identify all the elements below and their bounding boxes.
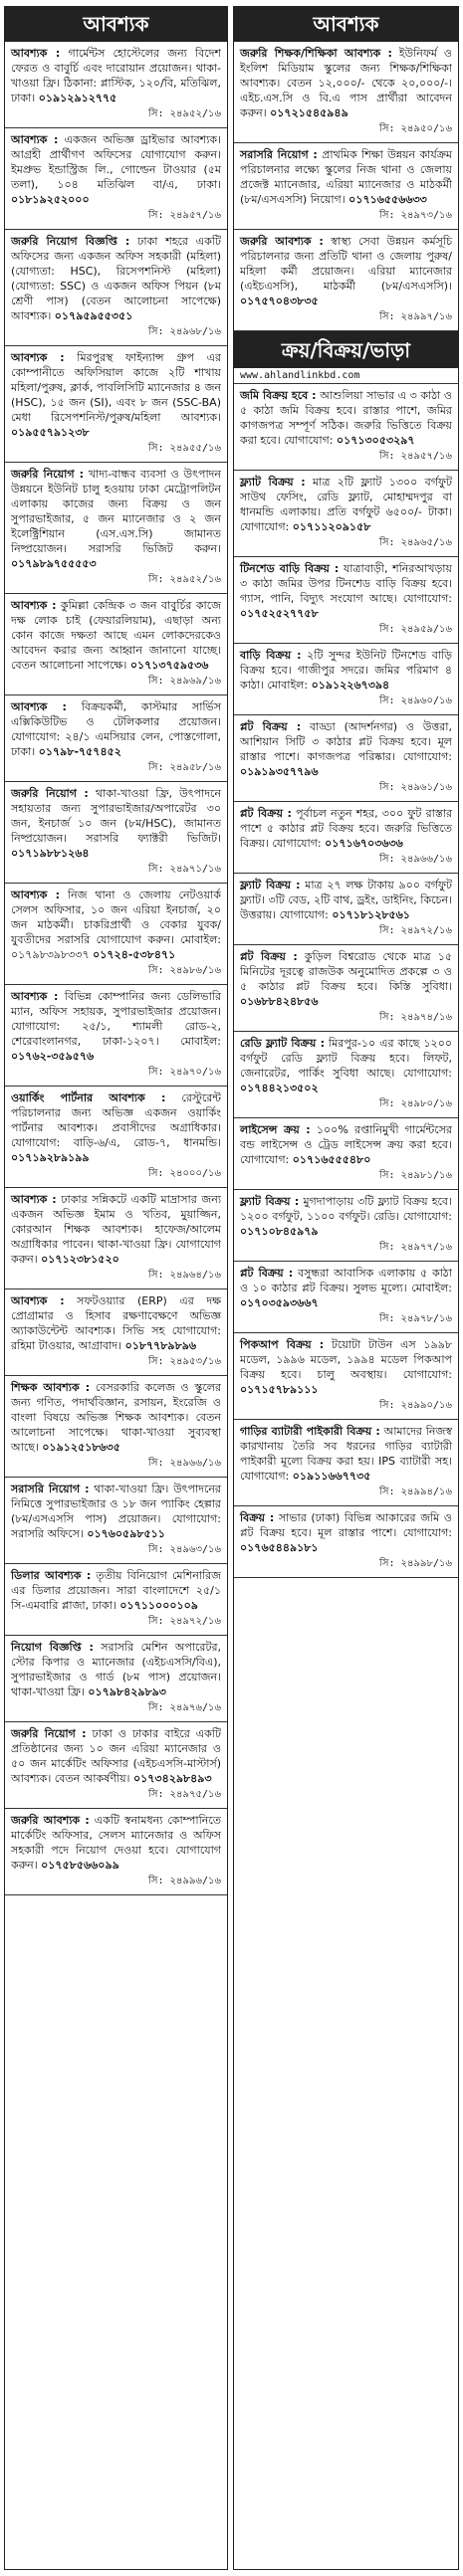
ad-phone[interactable]: ০১৮১৯২৫২০০০ bbox=[11, 193, 90, 206]
ad-phone[interactable]: ০১৯১৯৩৫৭৭৯৬ bbox=[240, 765, 319, 778]
ad-code: সি: ২৪৯৯৮/১৬ bbox=[379, 1558, 452, 1569]
ad-lead: বাড়ি বিক্রয় : bbox=[240, 649, 302, 662]
classified-ad bbox=[5, 1564, 227, 1636]
section-header-buy-sell-rent: ক্রয়/বিক্রয়/ভাড়া bbox=[234, 333, 458, 368]
ad-code: সি: ২৪৯৭১/১৬ bbox=[148, 864, 221, 875]
ad-body: বেসরকারি কলেজ ও স্কুলের জন্য গণিত, পদার্থবিজ্ঞান, রসায়ন, ইংরেজি ও বাংলা বিষয়ে অভিজ্ঞ শিক্ষক আবশ্যক। বেতন আলোচনা সাপেক্ষে। থাকা-খাওয়া সুব্যবস্থা আছে। bbox=[11, 1381, 221, 1454]
ad-body: থাকা-খাওয়া ফ্রি, উৎপাদনে সহায়তার জন্য সুপারভাইজার/অপারেটর ৩০ জন, ইনচার্জ ১০ জন (৮ম/HSC), জামানত নিষ্প্রয়োজন। সরাসরি ফ্যাক্টরী ভিজিট। bbox=[11, 787, 221, 845]
ad-lead: রেডি ফ্ল্যাট বিক্রয় : bbox=[240, 1037, 326, 1050]
ad-phone[interactable]: ০১৭৫২৫২৭৭৫৮ bbox=[240, 607, 319, 620]
ad-body: মিরপুরস্থ ফাইন্যান্স গ্রুপ এর কোম্পানীতে অফিসিয়াল কাজে ২টি শাখায় মহিলা/পুরুষ, ক্লার্ক, পাবলিসিটি ম্যানেজার ৪ জন (HSC), ১৫ জন (SI), এবং ৮ জন (SSC-BA) মেধা রিসেপশনিস্ট/পুরুষ/মহিলা আবশ্যক। bbox=[11, 351, 222, 424]
classified-ad bbox=[5, 695, 227, 782]
ad-body: রেস্টুরেন্ট পরিচালনার জন্য অভিজ্ঞ একজন ওয়ার্কিং পার্টনার আবশ্যক। প্রবাসীদের অগ্রাধিকার। যোগাযোগ: বাড়ি-৬/এ, রোড-৭, ধানমন্ডি। bbox=[11, 1091, 222, 1149]
classified-ad bbox=[5, 1376, 227, 1478]
ad-code: সি: ২৪৯৭৫/১৬ bbox=[148, 1789, 221, 1800]
ad-phone[interactable]: ০১৭১৯২৮৯১৯৯ bbox=[11, 1151, 90, 1164]
ad-lead: জরুরি নিয়োগ : bbox=[11, 1727, 87, 1740]
ad-body: মাত্র ২৭ লক্ষ টাকায় ৯০০ বর্গফুট ফ্ল্যাট। ৩টি বেড, ২টি বাথ, ড্রইং, ডাইনিং, কিচেন। উত্তরায়। যোগাযোগ: bbox=[240, 879, 452, 921]
ad-body: তৃতীয় বিনিয়োগ মেশিনারিজ এর ডিলার প্রয়োজন। সারা বাংলাদেশে ২৫/১ সি-এমবারি প্লাজা, ঢাকা। bbox=[11, 1569, 221, 1612]
right-bottom-ads-list bbox=[234, 384, 458, 1578]
ad-body: খাদ্য-বান্ধব ব্যবসা ও উৎপাদন উন্নয়নে ইউনিট চালু হওয়ায় ঢাকা মেট্রোপলিটন এলাকায় কাজের জন্য বিক্রয় ও জন সুপারভাইজার, ৫ জন ম্যানেজার ও ২ জন ইলেক্ট্রিশিয়ান (এস.এস.সি) জামানত নিষ্প্রয়োজন। সরাসরি ভিজিট করুন। bbox=[11, 468, 221, 555]
classified-ad bbox=[5, 1809, 227, 1895]
ad-lead: জরুরি আবশ্যক : bbox=[11, 1814, 90, 1827]
ad-code: সি: ২৪০০০/১৬ bbox=[147, 1168, 221, 1179]
ad-lead: আবশ্যক : bbox=[11, 599, 57, 612]
classified-ad bbox=[234, 42, 458, 143]
classified-ad bbox=[234, 143, 458, 230]
classified-ad bbox=[234, 471, 458, 557]
ad-body: বাড্ডা (আদর্শনগর) ও উত্তরা, আশিয়ান সিটি ৩ কাঠার প্লট বিক্রয় হবে। মূল রাস্তার পাশে। কাগজপত্র পরিষ্কার। যোগাযোগ: bbox=[240, 720, 452, 763]
ad-lead: জমি বিক্রয় হবে : bbox=[240, 389, 317, 402]
ad-body: স্বাস্থ্য সেবা উন্নয়ন কর্মসূচি পরিচালনার জন্য প্রতিটি থানা ও জেলায় পুরুষ/মহিলা কর্মী প্রয়োজন। এরিয়া ম্যানেজার (এইচএসসি), মাঠকর্মী (৮ম/এসএসসি)। bbox=[240, 235, 453, 293]
ad-body: বিভিন্ন কোম্পানির জন্য ডেলিভারি ম্যান, অফিস সহায়ক, সুপারভাইজার প্রয়োজন। যোগাযোগ: ২৫/১, শ্যামলী রোড-২, শেরেবাংলানগর, ঢাকা-১২০৭। মোবাইল: bbox=[11, 990, 222, 1048]
ad-phone[interactable]: ০১৭৯৮-৭৫৭৪৫২ bbox=[38, 745, 121, 758]
ad-body: মাত্র ২টি ফ্ল্যাট ১৩০০ বর্গফুট সাউথ ফেসিং, রেডি ফ্ল্যাট, মোহাম্মদপুর বা ধানমন্ডি এলাকায়। প্রতি বর্গফুট ৬৫০০/- টাকা। যোগাযোগ: bbox=[240, 476, 452, 533]
ad-lead: আবশ্যক : bbox=[11, 1193, 57, 1206]
ad-lead: সরাসরি নিয়োগ : bbox=[11, 1483, 90, 1495]
classified-ad bbox=[234, 1420, 458, 1506]
ad-body: ঢাকা শহরে একটি অফিসের জন্য একজন অফিস সহকারী (মহিলা) (যোগ্যতা: HSC), রিসেপশনিস্ট (মহিলা) (যোগ্যতা: SSC) ও একজন অফিস পিয়ন (৮ম শ্রেণী পাস) (বেতন আলোচনা সাপেক্ষে) আবশ্যক। bbox=[11, 235, 221, 322]
ad-lead: জরুরি নিয়োগ বিজ্ঞপ্তি : bbox=[11, 235, 130, 248]
ad-body: মিরপুর-১০ এর কাছে ১২০০ বর্গফুট রেডি ফ্ল্যাট বিক্রয় হবে। লিফট, জেনারেটর, পার্কিং সুবিধা আছে। যোগাযোগ: bbox=[240, 1037, 453, 1080]
ad-phone[interactable]: ০১৭৯৮৪২৯৮৯৩ bbox=[88, 1685, 166, 1698]
ad-code: সি: ২৪৯৬৬/১৬ bbox=[378, 854, 452, 865]
classified-ad bbox=[234, 230, 458, 331]
ad-code: সি: ২৪৯৫২/১৬ bbox=[148, 108, 221, 119]
ad-phone[interactable]: ০১৯৫৫৭৯১২৩৮ bbox=[11, 426, 90, 439]
ad-lead: পিকআপ বিক্রয় : bbox=[240, 1338, 325, 1351]
left-column bbox=[4, 6, 228, 2570]
ad-lead: শিক্ষক আবশ্যক : bbox=[11, 1381, 91, 1394]
ad-code: সি: ২৪৯৭৮/১৬ bbox=[379, 1313, 452, 1324]
ad-code: সি: ২৪৯৮১/১৬ bbox=[379, 1170, 452, 1181]
ad-body: একটি স্বনামধন্য কোম্পানিতে মার্কেটিং অফিসার, সেলস ম্যানেজার ও অফিস সহকারী পদে নিয়োগ দেওয়া হবে। যোগাযোগ করুন। bbox=[11, 1814, 221, 1872]
ad-phone[interactable]: ০১৭১৯৮৮১২৬৪ bbox=[11, 847, 90, 860]
ad-lead: আবশ্যক : bbox=[11, 700, 67, 713]
ad-code: সি: ২৪৯৫২/১৬ bbox=[148, 574, 221, 585]
ad-lead: প্লট বিক্রয় : bbox=[240, 950, 298, 963]
ad-lead: জরুরি শিক্ষক/শিক্ষিকা আবশ্যক : bbox=[240, 47, 392, 60]
ad-lead: আবশ্যক : bbox=[11, 990, 59, 1003]
ad-code: সি: ২৪৯৭২/১৬ bbox=[378, 925, 452, 936]
ad-lead: প্লট বিক্রয় : bbox=[240, 1267, 294, 1280]
ad-phone[interactable]: ০১৯১২৫১৮৬৩৫ bbox=[42, 1441, 120, 1454]
ad-lead: জরুরি নিয়োগ : bbox=[11, 787, 89, 800]
classified-ad bbox=[234, 874, 458, 945]
ad-code: সি: ২৪৯৫০/১৬ bbox=[379, 123, 452, 134]
ad-body: কুমিল্লা কেন্দ্রিক ৩ জন বাবুর্চির কাজে দক্ষ লোক চাই (ফেয়ারলিয়াম), এছাড়া অন্য কোন কাজে দক্ষতা আছে এমন লোকদেরকেও আবেদন করার জন্য আহ্বান জানানো যাচ্ছে। বেতন আলোচনা সাপেক্ষে। bbox=[11, 599, 222, 672]
ad-code: সি: ২৪৯৬১/১৬ bbox=[379, 782, 452, 793]
ad-code: সি: ২৪৯৬৩/১৬ bbox=[147, 1544, 221, 1555]
classified-ad bbox=[5, 1722, 227, 1809]
ad-phone[interactable]: ০১৭১৩০৫৩২৯৭ bbox=[336, 434, 415, 447]
ad-phone[interactable]: ০১৭২১৫৪৫৯৪৯ bbox=[270, 106, 348, 119]
ad-phone[interactable]: ০১৭৯৫৯৫৫৩৫১ bbox=[54, 309, 133, 322]
classified-ad bbox=[234, 384, 458, 471]
ad-code: সি: ২৪৯৬৮/১৬ bbox=[148, 326, 221, 337]
ad-phone[interactable]: ০১৯১১৬৬৭৭৩৫ bbox=[292, 1470, 371, 1483]
ad-lead: আবশ্যক : bbox=[11, 133, 59, 146]
ad-code: সি: ২৪৯৭০/১৬ bbox=[147, 1067, 221, 1078]
ad-phone[interactable]: ০১৭২৪-৫৩৮৪৭১ bbox=[93, 948, 176, 961]
ad-code: সি: ২৪৯৮০/১৬ bbox=[379, 1098, 452, 1109]
classified-ad bbox=[5, 782, 227, 884]
website-line[interactable]: www.ahlandlinkbd.com bbox=[234, 368, 458, 384]
ad-body: যাত্রাবাড়ী, শনিরআখড়ায় ৩ কাঠা জমির উপর টিনশেড বাড়ি বিক্রয় হবে। গ্যাস, পানি, বিদ্যুৎ সংযোগ আছে। যোগাযোগ: bbox=[240, 562, 452, 605]
ad-lead: বিক্রয় : bbox=[240, 1511, 275, 1524]
ad-lead: প্লট বিক্রয় : bbox=[240, 807, 292, 820]
classified-ad bbox=[234, 945, 458, 1032]
ad-code: সি: ২৪৯৭৩/১৬ bbox=[378, 210, 452, 221]
ad-phone[interactable]: ০১৭১৬৫৫৬৬৩৩ bbox=[348, 193, 427, 206]
ad-phone[interactable]: ০১৭১২৩৮১৫২০ bbox=[41, 1253, 119, 1266]
classified-ad bbox=[5, 985, 227, 1087]
ad-phone[interactable]: ০১৯১২৯১২৭৭৫ bbox=[38, 92, 117, 104]
ad-code: সি: ২৪৯৫৩/১৬ bbox=[148, 1356, 221, 1367]
ad-phone[interactable]: ০১৭৩৪২৯৮৪৯৩ bbox=[132, 1772, 212, 1785]
ad-phone[interactable]: ০১৭৪৪২১৩৫০২ bbox=[240, 1082, 319, 1094]
ad-code: সি: ২৪৯৫৫/১৬ bbox=[148, 443, 221, 454]
ad-phone[interactable]: ০১৭০৩৫৯৩৬৬৭ bbox=[240, 1296, 319, 1309]
ad-code: সি: ২৪৯৬৯/১৬ bbox=[148, 676, 221, 687]
ad-code: সি: ২৪৯৬৬/১৬ bbox=[147, 1458, 221, 1469]
classified-ad bbox=[5, 1478, 227, 1564]
ad-body: সরাসরি মেশিন অপারেটর, স্টোর কিপার ও ম্যানেজার (এইচএসসি/বিএ), সুপারভাইজার ও গার্ড (৮ম পাস) প্রয়োজন। থাকা-খাওয়া ফ্রি। bbox=[11, 1641, 222, 1698]
ad-code: সি: ২৪৯৫৭/১৬ bbox=[148, 210, 221, 221]
ad-lead: ফ্ল্যাট বিক্রয় : bbox=[240, 1195, 300, 1208]
ad-code: সি: ২৪৯৬৪/১৬ bbox=[148, 1270, 221, 1281]
ad-lead: ফ্ল্যাট বিক্রয় : bbox=[240, 879, 301, 892]
ad-code: সি: ২৪৯৫৮/১৬ bbox=[148, 762, 221, 773]
classified-ad bbox=[5, 1289, 227, 1376]
ad-phone[interactable]: ০১৭১৬৫৫৫৪৮০ bbox=[292, 1153, 371, 1166]
ad-body: প্রাথমিক শিক্ষা উন্নয়ন কার্যক্রম পরিচালনার লক্ষ্যে স্কুলের নিজ থানা ও জেলায় প্রজেক্ট ম্যানেজার, এরিয়া ম্যানেজার ও মাঠকর্মী (৮ম/এসএসসি) নিয়োগ। bbox=[240, 148, 452, 206]
ad-code: সি: ২৪৯৮৬/১৬ bbox=[148, 965, 221, 976]
classified-ad bbox=[5, 1636, 227, 1722]
ad-phone[interactable]: ০১৭১০৮৪৫৯৭৯ bbox=[240, 1225, 319, 1238]
ad-lead: আবশ্যক : bbox=[11, 47, 61, 60]
classified-ad bbox=[234, 1118, 458, 1190]
right-buy-sell-block bbox=[234, 331, 458, 1578]
classified-ad bbox=[5, 1188, 227, 1289]
ad-phone[interactable]: ০১৭১৮১২৮৫৬১ bbox=[332, 908, 410, 921]
ad-phone[interactable]: ০১৭১৬৭০৩৬৩৬ bbox=[325, 837, 403, 850]
ad-phone[interactable]: ০১৭৬৫৪৪৯১৮১ bbox=[240, 1541, 319, 1554]
ad-code: সি: ২৪৯৫৯/১৬ bbox=[379, 624, 452, 635]
ad-phone[interactable]: ০১৭৬২-৩৫৯৫৭৬ bbox=[11, 1050, 95, 1063]
ad-body: ঢাকা ও ঢাকার বাইরে একটি প্রতিষ্ঠানের জন্য ১০ জন এরিয়া ম্যানেজার ও ৫০ জন মার্কেটিং অফিসার (এইচএসসি-মাস্টার্স) আবশ্যক। বেতন আকর্ষণীয়। bbox=[11, 1727, 221, 1785]
classified-ad bbox=[5, 463, 227, 594]
ad-code: সি: ২৪৯৬০/১৬ bbox=[378, 695, 452, 706]
ad-body: মুগদাপাড়ায় ৩টি ফ্ল্যাট বিক্রয় হবে। ১২০০ বর্গফুট, ১১০০ বর্গফুট। রেডি। যোগাযোগ: bbox=[240, 1195, 452, 1223]
classified-ad bbox=[5, 128, 227, 230]
ad-code: সি: ২৪৯৭২/১৬ bbox=[147, 1616, 221, 1627]
ad-body: পূর্বাচল নতুন শহর, ৩০০ ফুট রাস্তার পাশে ৫ কাঠার প্লট বিক্রয় হবে। জরুরি ভিত্তিতে বিক্রয়। যোগাযোগ: bbox=[240, 807, 453, 850]
classified-ad bbox=[5, 42, 227, 128]
ad-lead: আবশ্যক : bbox=[11, 889, 61, 901]
ad-phone[interactable]: ০১৬৮৮৪২৪৮৫৬ bbox=[240, 995, 319, 1008]
ad-body: আশুলিয়া সাভার এ ৩ কাঠা ও ৫ কাঠা জমি বিক্রয় হবে। রাস্তার পাশে, জমির কাগজপত্র সম্পূর্ণ সঠিক। জরুরি ভিত্তিতে বিক্রয় করা হবে। যোগাযোগ: bbox=[240, 389, 452, 447]
classified-ad bbox=[5, 884, 227, 985]
ad-body: সাভার (ঢাকা) বিভিন্ন আকারের জমি ও প্লট বিক্রয় হবে। মূল রাস্তার পাশে। যোগাযোগ: bbox=[240, 1511, 452, 1539]
ad-lead: জরুরি আবশ্যক : bbox=[240, 235, 324, 248]
ad-body: থাকা-খাওয়া ফ্রি। উৎপাদনের নিমিত্তে সুপারভাইজার ও ১৮ জন প্যাকিং হেল্পার (৮ম/এসএসসি পাস) প্রয়োজন। যোগাযোগ: সরাসরি অফিসে। bbox=[11, 1483, 221, 1540]
ad-code: সি: ২৪৯৬৫/১৬ bbox=[379, 537, 452, 548]
ad-body: গার্মেন্টস হোস্টেলের জন্য বিদেশ ফেরত ও বাবুর্চি এবং দারোয়ান প্রয়োজন। থাকা-খাওয়া ফ্রি। ঠিকানা: প্লাস্টিক, ১২০/বি, মতিঝিল, ঢাকা। bbox=[11, 47, 221, 104]
classified-ad bbox=[234, 1262, 458, 1333]
ad-body: বসুন্ধরা আবাসিক এলাকায় ৫ কাঠা ও ১০ কাঠার প্লট বিক্রয়। সুলভ মূল্যে। মোবাইল: bbox=[240, 1267, 452, 1294]
classified-ad bbox=[234, 802, 458, 874]
classified-ad bbox=[5, 346, 227, 463]
ad-lead: ডিলার আবশ্যক : bbox=[11, 1569, 92, 1582]
ad-phone[interactable]: ০১৭১৩৭৫৯৫৩৬ bbox=[129, 659, 209, 672]
ad-lead: জরুরি নিয়োগ : bbox=[11, 468, 85, 481]
classified-ad bbox=[234, 715, 458, 802]
ad-phone[interactable]: ০১৭১১০০০১০৯ bbox=[119, 1599, 198, 1612]
ad-code: সি: ২৪৯৯৭/১৬ bbox=[379, 311, 452, 322]
ad-lead: টিনশেড বাড়ি বিক্রয় : bbox=[240, 562, 340, 575]
left-ads-list bbox=[5, 42, 227, 1895]
right-column bbox=[233, 6, 459, 2570]
classified-ad bbox=[5, 594, 227, 695]
classified-ad bbox=[234, 557, 458, 644]
right-wanted-block bbox=[234, 7, 458, 331]
ad-lead: নিয়োগ বিজ্ঞপ্তি : bbox=[11, 1641, 94, 1654]
classified-ad bbox=[5, 230, 227, 346]
ad-lead: লাইসেন্স ক্রয় : bbox=[240, 1123, 311, 1136]
classified-ad bbox=[234, 1333, 458, 1420]
ad-phone[interactable]: ০১৭৫৭০৪৩৮৩৫ bbox=[240, 295, 319, 307]
ad-body: নিজ থানা ও জেলায় নেটওয়ার্ক সেলস অফিসার, ১০ জন এরিয়া ইনচার্জ, ২০ জন মাঠকর্মী। চাকরিপ্রার্থী ও বেকার যুবক/যুবতীদের সরাসরি যোগাযোগ করুন। মোবাইল: ০১৭৯৮৩৯৮৩৩৭ bbox=[11, 889, 221, 961]
ad-lead: গাড়ির ব্যাটারী পাইকারী বিক্রয় : bbox=[240, 1425, 380, 1438]
ad-lead: ওয়ার্কিং পার্টনার আবশ্যক : bbox=[11, 1091, 166, 1104]
ad-body: কুড়িল বিশ্বরোড থেকে মাত্র ১৫ মিনিটের দূরত্বে রাজউক অনুমোদিত প্রকল্পে ৩ ও ৫ কাঠার প্লট বিক্রয় হবে। কিস্তি সুবিধা। bbox=[240, 950, 453, 993]
section-header-wanted: আবশ্যক bbox=[5, 7, 227, 42]
ad-phone[interactable]: ০১৮৭৭৮৯৮৯৬ bbox=[124, 1339, 196, 1352]
ad-code: সি: ২৪৯৭৬/১৬ bbox=[147, 1702, 221, 1713]
ad-lead: প্লট বিক্রয় : bbox=[240, 720, 302, 733]
ad-code: সি: ২৪৯৯৪/১৬ bbox=[379, 1486, 452, 1497]
ad-code: সি: ২৪৯৯৬/১৬ bbox=[148, 1876, 221, 1886]
ad-body: সফটওয়্যার (ERP) এর দক্ষ প্রোগ্রামার ও হিসাব রক্ষণাবেক্ষণে অভিজ্ঞ অ্যাকাউন্টেন্ট আবশ্যক। সিভি সহ যোগাযোগ: রহিমা টাওয়ার, আগ্রাবাদ। bbox=[11, 1294, 222, 1352]
ad-body: ঢাকার সন্নিকটে একটি মাদ্রাসার জন্য একজন অভিজ্ঞ ইমাম ও খতিব, মুয়াজ্জিন, কোরআন শিক্ষক আবশ্যক। হাফেজ/আলেম অগ্রাধিকার পাবেন। থাকা-খাওয়া ফ্রি। যোগাযোগ করুন। bbox=[11, 1193, 222, 1266]
ad-lead: আবশ্যক : bbox=[11, 351, 65, 364]
ad-phone[interactable]: ০১৭৯৮৯৭৫৫৫৫৩ bbox=[11, 557, 97, 570]
ad-body: একজন অভিজ্ঞ ড্রাইভার আবশ্যক। আগ্রহী প্রার্থীগণ অফিসের যোগাযোগ করুন। ইমপ্রুভ ইন্ডাস্ট্রিজ লি., গোল্ডেন টাওয়ার (৫ম তলা), ১০৪ মতিঝিল বা/এ, ঢাকা। bbox=[11, 133, 222, 191]
classified-ad bbox=[234, 1032, 458, 1118]
section-header-wanted-right: আবশ্যক bbox=[234, 7, 458, 42]
ad-phone[interactable]: ০১৭৫৮৫৬৬০৯৯ bbox=[41, 1859, 119, 1872]
ad-code: সি: ২৪৯৭৪/১৬ bbox=[379, 1012, 452, 1023]
ad-code: সি: ২৪৯৭৭/১৬ bbox=[378, 1242, 452, 1253]
ad-lead: ফ্ল্যাট বিক্রয় : bbox=[240, 476, 306, 489]
ad-body: আমাদের নিজস্ব কারখানায় তৈরি সব ধরনের গাড়ির ব্যাটারী পাইকারী মূল্যে বিক্রয় করা হয়। IPS ব্যাটারী সহ। যোগাযোগ: bbox=[240, 1425, 453, 1483]
ad-lead: সরাসরি নিয়োগ : bbox=[240, 148, 318, 161]
ad-phone[interactable]: ০১৯১২২৬৭৩৯৪ bbox=[311, 679, 390, 692]
ad-body: বিক্রয়কর্মী, কাস্টমার সার্ভিস এক্সিকিউটিভ ও টেলিকলার প্রয়োজন। যোগাযোগ: ২৪/১ এমসিয়ার লেন, পোস্তগোলা, ঢাকা। bbox=[11, 700, 221, 758]
ad-phone[interactable]: ০১৭১১২০৯১৫৮ bbox=[292, 520, 371, 533]
ad-body: ১০০% রপ্তানিমুখী গার্মেন্টসের বন্ড লাইসেন্স ও ট্রেড লাইসেন্স ক্রয় করা হবে। যোগাযোগ: bbox=[240, 1123, 453, 1166]
ad-lead: আবশ্যক : bbox=[11, 1294, 65, 1307]
ad-body: ইউনিফর্ম ও ইংলিশ মিডিয়াম স্কুলের জন্য শিক্ষক/শিক্ষিকা আবশ্যক। বেতন ১২,০০০/- থেকে ২০,০০০/-। এইচ.এস.সি ও বি.এ পাস প্রার্থীরা আবেদন করুন। bbox=[240, 47, 452, 119]
ad-body: ২টি সুন্দর ইউনিট টিনশেড বাড়ি বিক্রয় হবে। গাজীপুর সদরে। জমির পরিমাণ ৪ কাঠা। মোবাইল: bbox=[240, 649, 453, 692]
right-top-ads-list bbox=[234, 42, 458, 331]
ad-body: টয়োটা টাউন এস ১৯৯৮ মডেল, ১৯৯৬ মডেল, ১৯৯৪ মডেল পিকআপ বিক্রয় হবে। চালু অবস্থায়। যোগাযোগ: bbox=[240, 1338, 452, 1381]
ad-code: সি: ২৪৯৫৭/১৬ bbox=[379, 451, 452, 462]
classified-ad bbox=[5, 1087, 227, 1188]
classified-ad bbox=[234, 1506, 458, 1578]
ad-phone[interactable]: ০১৭৬০৫৯৮৫১১ bbox=[87, 1527, 165, 1540]
classified-ad bbox=[234, 644, 458, 715]
ad-code: সি: ২৪৯৯০/১৬ bbox=[379, 1400, 452, 1411]
ad-phone[interactable]: ০১৭১৫৭৮৯১১১ bbox=[240, 1383, 319, 1396]
classified-ad bbox=[234, 1190, 458, 1262]
